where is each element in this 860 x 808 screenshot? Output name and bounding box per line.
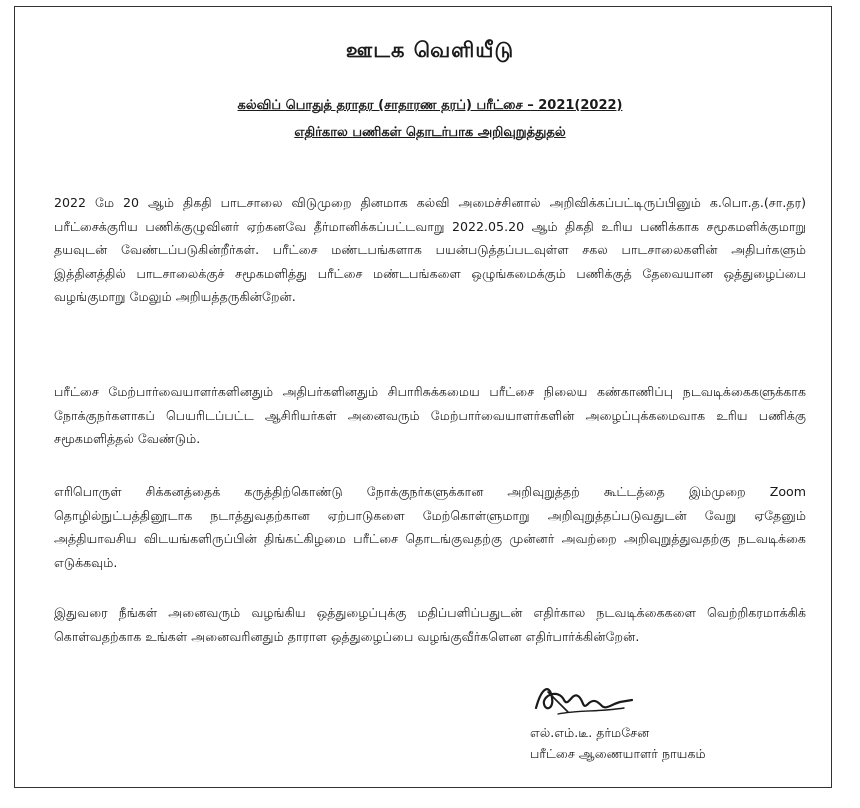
paragraph-4: இதுவரை நீங்கள் அனைவரும் வழங்கிய ஒத்துழைப்புக்கு மதிப்பளிப்பதுடன் எதிர்கால நடவடிக்கைகளை வெற்றிகரமாக்கிக் கொள்வதற்காக உங்கள் அனைவரினதும் தாராள ஒத்துழைப்பை வழங்குவீர்களென எதிர்பார்க்கின்றேன். [54, 605, 806, 644]
signatory-title: பரீட்சை ஆணையாளர் நாயகம் [530, 746, 706, 761]
paragraph-3: எரிபொருள் சிக்கனத்தைக் கருத்திற்கொண்டு நோக்குநர்களுக்கான அறிவுறுத்தற் கூட்டத்தை இம்முறை Zoom தொழில்நுட்பத்தினூடாக நடாத்துவதற்கான ஏற்பாடுகளை மேற்கொள்ளுமாறு அறிவுறுத்தப்படுவதுடன் வேறு ஏதேனும் அத்தியாவசிய விடயங்களிருப்பின் திங்கட்கிழமை பரீட்சை தொடங்குவதற்கு முன்னர் அவற்றை அறிவுறுத்துவதற்கு நடவடிக்கை எடுக்கவும். [54, 484, 806, 570]
document-subtitle-line2: எதிர்கால பணிகள் தொடர்பாக அறிவுறுத்துதல் [294, 125, 566, 140]
paragraph-2: பரீட்சை மேற்பார்வையாளர்களினதும் அதிபர்களினதும் சிபாரிசுக்கமைய பரீட்சை நிலைய கண்காணிப்பு நடவடிக்கைகளுக்காக நோக்குநர்களாகப் பெயரிடப்பட்ட ஆசிரியர்கள் அனைவரும் மேற்பார்வையாளர்களின் அழைப்புக்கமைவாக உரிய பணிக்கு சமூகமளித்தல் வேண்டும். [54, 384, 806, 446]
paragraph-1: 2022 மே 20 ஆம் திகதி பாடசாலை விடுமுறை தினமாக கல்வி அமைச்சினால் அறிவிக்கப்பட்டிருப்பினும் க.பொ.த.(சா.தர) பரீட்சைக்குரிய பணிக்குழுவினர் ஏற்கனவே தீர்மானிக்கப்பட்டவாறு 2022.05.20 ஆம் திகதி உரிய பணிக்காக சமூகமளிக்குமாறு தயவுடன் வேண்டப்படுகின்றீர்கள். பரீட்சை மண்டபங்களாக பயன்படுத்தப்படவுள்ள சகல பாடசாலைகளின் அதிபர்களும் இத்தினத்தில் பாடசாலைக்குச் சமூகமளித்து பரீட்சை மண்டபங்களை ஒழுங்கமைக்கும் பணிக்குத் தேவையான ஒத்துழைப்பை வழங்குமாறு மேலும் அறியத்தருகின்றேன். [54, 195, 806, 304]
document-subtitle-line1: கல்விப் பொதுத் தராதர (சாதாரண தரப்) பரீட்சை – 2021(2022) [237, 98, 623, 113]
handwritten-signature [528, 678, 638, 720]
document-title: ஊடக வெளியீடு [345, 38, 515, 62]
signatory-name: எல்.எம்.டீ. தர்மசேன [530, 725, 650, 740]
